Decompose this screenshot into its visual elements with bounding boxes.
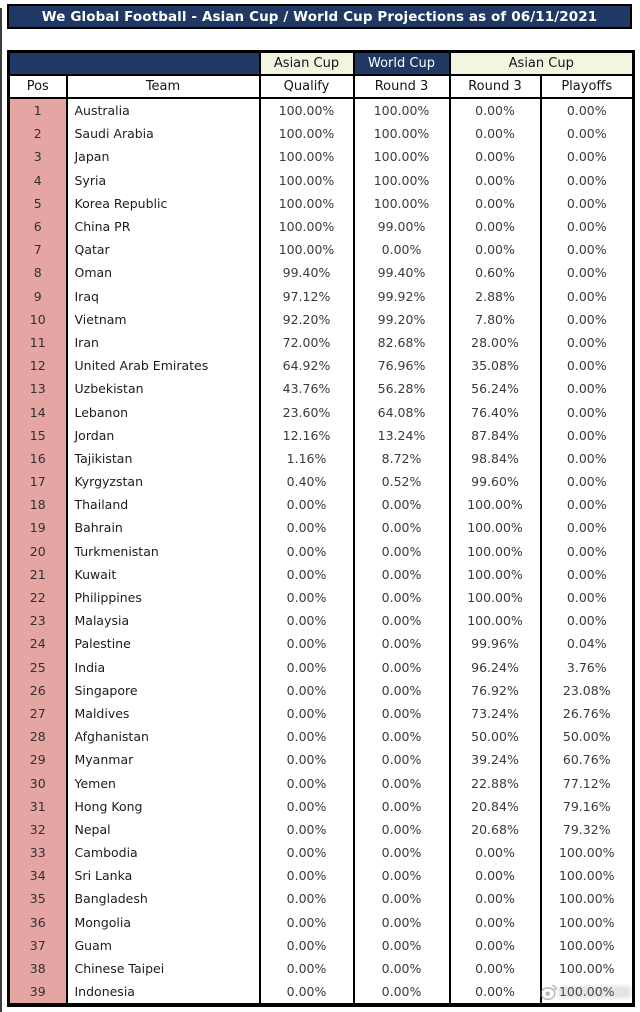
column-header-qualify: Qualify — [260, 75, 354, 98]
wc-round3-cell: 0.00% — [354, 957, 450, 980]
table-row — [9, 795, 634, 818]
qualify-cell: 0.00% — [260, 656, 354, 679]
ac-round3-cell: 0.00% — [450, 122, 541, 145]
table-row — [9, 632, 634, 655]
qualify-cell: 0.00% — [260, 702, 354, 725]
team-cell: Lebanon — [67, 400, 260, 423]
ac-round3-cell: 50.00% — [450, 725, 541, 748]
qualify-cell: 0.00% — [260, 586, 354, 609]
playoffs-cell: 0.00% — [541, 261, 634, 284]
team-cell: Guam — [67, 934, 260, 957]
table-row — [9, 771, 634, 794]
qualify-cell: 0.00% — [260, 748, 354, 771]
column-header-playoffs: Playoffs — [541, 75, 634, 98]
qualify-cell: 100.00% — [260, 98, 354, 122]
table-row — [9, 516, 634, 539]
qualify-cell: 0.00% — [260, 493, 354, 516]
team-cell: Qatar — [67, 238, 260, 261]
playoffs-cell: 0.00% — [541, 238, 634, 261]
qualify-cell: 0.00% — [260, 934, 354, 957]
team-cell: Afghanistan — [67, 725, 260, 748]
column-header-ac-round3: Round 3 — [450, 75, 541, 98]
pos-cell: 36 — [9, 911, 67, 934]
pos-cell: 23 — [9, 609, 67, 632]
ac-round3-cell: 0.00% — [450, 98, 541, 122]
wc-round3-cell: 0.00% — [354, 563, 450, 586]
team-cell: Kyrgyzstan — [67, 470, 260, 493]
pos-cell: 30 — [9, 771, 67, 794]
table-row — [9, 470, 634, 493]
table-row — [9, 563, 634, 586]
pos-cell: 20 — [9, 540, 67, 563]
ac-round3-cell: 0.00% — [450, 887, 541, 910]
pos-cell: 29 — [9, 748, 67, 771]
team-cell: Chinese Taipei — [67, 957, 260, 980]
qualify-cell: 100.00% — [260, 145, 354, 168]
playoffs-cell: 0.00% — [541, 169, 634, 192]
playoffs-cell: 79.32% — [541, 818, 634, 841]
qualify-cell: 97.12% — [260, 285, 354, 308]
qualify-cell: 100.00% — [260, 192, 354, 215]
pos-cell: 24 — [9, 632, 67, 655]
playoffs-cell: 0.04% — [541, 632, 634, 655]
team-cell: Japan — [67, 145, 260, 168]
qualify-cell: 0.00% — [260, 795, 354, 818]
wc-round3-cell: 99.20% — [354, 308, 450, 331]
table-row — [9, 377, 634, 400]
playoffs-cell: 100.00% — [541, 864, 634, 887]
team-cell: Iraq — [67, 285, 260, 308]
playoffs-cell: 0.00% — [541, 122, 634, 145]
wc-round3-cell: 0.00% — [354, 934, 450, 957]
ac-round3-cell: 56.24% — [450, 377, 541, 400]
playoffs-cell: 79.16% — [541, 795, 634, 818]
pos-cell: 6 — [9, 215, 67, 238]
ac-round3-cell: 0.00% — [450, 934, 541, 957]
table-row — [9, 192, 634, 215]
ac-round3-cell: 100.00% — [450, 516, 541, 539]
table-row — [9, 400, 634, 423]
qualify-cell: 0.00% — [260, 679, 354, 702]
qualify-cell: 0.00% — [260, 957, 354, 980]
playoffs-cell: 0.00% — [541, 516, 634, 539]
playoffs-cell: 26.76% — [541, 702, 634, 725]
pos-cell: 19 — [9, 516, 67, 539]
qualify-cell: 23.60% — [260, 400, 354, 423]
qualify-cell: 92.20% — [260, 308, 354, 331]
table-row — [9, 864, 634, 887]
qualify-cell: 100.00% — [260, 238, 354, 261]
wc-round3-cell: 0.00% — [354, 911, 450, 934]
playoffs-cell: 0.00% — [541, 493, 634, 516]
team-cell: Yemen — [67, 771, 260, 794]
column-header-row — [9, 75, 634, 98]
table-row — [9, 331, 634, 354]
qualify-cell: 0.00% — [260, 864, 354, 887]
team-cell: China PR — [67, 215, 260, 238]
wc-round3-cell: 0.00% — [354, 540, 450, 563]
playoffs-cell: 100.00% — [541, 841, 634, 864]
wc-round3-cell: 82.68% — [354, 331, 450, 354]
team-cell: India — [67, 656, 260, 679]
playoffs-cell: 100.00% — [541, 957, 634, 980]
team-cell: Sri Lanka — [67, 864, 260, 887]
ac-round3-cell: 28.00% — [450, 331, 541, 354]
pos-cell: 5 — [9, 192, 67, 215]
playoffs-cell: 100.00% — [541, 980, 634, 1005]
playoffs-cell: 0.00% — [541, 377, 634, 400]
ac-round3-cell: 98.84% — [450, 447, 541, 470]
wc-round3-cell: 8.72% — [354, 447, 450, 470]
wc-round3-cell: 0.00% — [354, 609, 450, 632]
wc-round3-cell: 0.00% — [354, 841, 450, 864]
wc-round3-cell: 0.00% — [354, 493, 450, 516]
qualify-cell: 43.76% — [260, 377, 354, 400]
team-cell: Bangladesh — [67, 887, 260, 910]
column-header-pos: Pos — [9, 75, 67, 98]
team-cell: Cambodia — [67, 841, 260, 864]
wc-round3-cell: 99.40% — [354, 261, 450, 284]
projections-table — [7, 50, 635, 1007]
table-row — [9, 354, 634, 377]
playoffs-cell: 0.00% — [541, 354, 634, 377]
table-row — [9, 957, 634, 980]
pos-cell: 9 — [9, 285, 67, 308]
table-row — [9, 169, 634, 192]
ac-round3-cell: 100.00% — [450, 493, 541, 516]
ac-round3-cell: 0.00% — [450, 215, 541, 238]
wc-round3-cell: 0.52% — [354, 470, 450, 493]
ac-round3-cell: 0.60% — [450, 261, 541, 284]
wc-round3-cell: 0.00% — [354, 656, 450, 679]
qualify-cell: 99.40% — [260, 261, 354, 284]
playoffs-cell: 0.00% — [541, 609, 634, 632]
pos-cell: 39 — [9, 980, 67, 1005]
playoffs-cell: 0.00% — [541, 424, 634, 447]
pos-cell: 15 — [9, 424, 67, 447]
wc-round3-cell: 0.00% — [354, 887, 450, 910]
qualify-cell: 0.00% — [260, 771, 354, 794]
pos-cell: 11 — [9, 331, 67, 354]
qualify-cell: 100.00% — [260, 215, 354, 238]
ac-round3-cell: 0.00% — [450, 841, 541, 864]
group-header-row — [9, 52, 634, 76]
qualify-cell: 64.92% — [260, 354, 354, 377]
team-cell: Bahrain — [67, 516, 260, 539]
wc-round3-cell: 100.00% — [354, 98, 450, 122]
group-header-world-cup: World Cup — [354, 52, 450, 76]
playoffs-cell: 60.76% — [541, 748, 634, 771]
table-row — [9, 702, 634, 725]
team-cell: Jordan — [67, 424, 260, 447]
pos-cell: 31 — [9, 795, 67, 818]
team-cell: Maldives — [67, 702, 260, 725]
ac-round3-cell: 39.24% — [450, 748, 541, 771]
pos-cell: 1 — [9, 98, 67, 122]
title-bar — [7, 4, 632, 29]
pos-cell: 18 — [9, 493, 67, 516]
team-cell: Australia — [67, 98, 260, 122]
table-row — [9, 586, 634, 609]
pos-cell: 33 — [9, 841, 67, 864]
wc-round3-cell: 0.00% — [354, 980, 450, 1005]
wc-round3-cell: 100.00% — [354, 169, 450, 192]
table-row — [9, 238, 634, 261]
team-cell: Uzbekistan — [67, 377, 260, 400]
team-cell: Singapore — [67, 679, 260, 702]
wc-round3-cell: 0.00% — [354, 725, 450, 748]
wc-round3-cell: 0.00% — [354, 632, 450, 655]
ac-round3-cell: 100.00% — [450, 563, 541, 586]
pos-cell: 25 — [9, 656, 67, 679]
pos-cell: 34 — [9, 864, 67, 887]
playoffs-cell: 0.00% — [541, 98, 634, 122]
table-row — [9, 609, 634, 632]
table-row — [9, 447, 634, 470]
ac-round3-cell: 35.08% — [450, 354, 541, 377]
playoffs-cell: 0.00% — [541, 400, 634, 423]
table-row — [9, 818, 634, 841]
qualify-cell: 0.00% — [260, 516, 354, 539]
playoffs-cell: 100.00% — [541, 911, 634, 934]
ac-round3-cell: 99.60% — [450, 470, 541, 493]
qualify-cell: 72.00% — [260, 331, 354, 354]
wc-round3-cell: 0.00% — [354, 516, 450, 539]
pos-cell: 2 — [9, 122, 67, 145]
qualify-cell: 100.00% — [260, 122, 354, 145]
team-cell: Kuwait — [67, 563, 260, 586]
ac-round3-cell: 76.92% — [450, 679, 541, 702]
pos-cell: 21 — [9, 563, 67, 586]
playoffs-cell: 50.00% — [541, 725, 634, 748]
table-row — [9, 748, 634, 771]
team-cell: United Arab Emirates — [67, 354, 260, 377]
pos-cell: 13 — [9, 377, 67, 400]
table-body — [9, 98, 634, 1005]
team-cell: Indonesia — [67, 980, 260, 1005]
pos-cell: 26 — [9, 679, 67, 702]
wc-round3-cell: 100.00% — [354, 122, 450, 145]
ac-round3-cell: 87.84% — [450, 424, 541, 447]
team-cell: Oman — [67, 261, 260, 284]
ac-round3-cell: 0.00% — [450, 864, 541, 887]
playoffs-cell: 0.00% — [541, 145, 634, 168]
qualify-cell: 0.00% — [260, 980, 354, 1005]
playoffs-cell: 0.00% — [541, 192, 634, 215]
table-row — [9, 725, 634, 748]
ac-round3-cell: 0.00% — [450, 980, 541, 1005]
team-cell: Palestine — [67, 632, 260, 655]
ac-round3-cell: 100.00% — [450, 609, 541, 632]
pos-cell: 10 — [9, 308, 67, 331]
team-cell: Korea Republic — [67, 192, 260, 215]
team-cell: Tajikistan — [67, 447, 260, 470]
playoffs-cell: 0.00% — [541, 285, 634, 308]
wc-round3-cell: 13.24% — [354, 424, 450, 447]
qualify-cell: 0.00% — [260, 841, 354, 864]
qualify-cell: 0.00% — [260, 887, 354, 910]
qualify-cell: 100.00% — [260, 169, 354, 192]
ac-round3-cell: 22.88% — [450, 771, 541, 794]
pos-cell: 38 — [9, 957, 67, 980]
wc-round3-cell: 0.00% — [354, 679, 450, 702]
ac-round3-cell: 0.00% — [450, 192, 541, 215]
wc-round3-cell: 0.00% — [354, 864, 450, 887]
pos-cell: 4 — [9, 169, 67, 192]
pos-cell: 37 — [9, 934, 67, 957]
group-header-asian-cup-qualify: Asian Cup — [260, 52, 354, 76]
qualify-cell: 0.00% — [260, 609, 354, 632]
pos-cell: 16 — [9, 447, 67, 470]
table-row — [9, 656, 634, 679]
table-row — [9, 145, 634, 168]
team-cell: Philippines — [67, 586, 260, 609]
table-row — [9, 308, 634, 331]
table-row — [9, 980, 634, 1005]
playoffs-cell: 0.00% — [541, 470, 634, 493]
wc-round3-cell: 56.28% — [354, 377, 450, 400]
ac-round3-cell: 99.96% — [450, 632, 541, 655]
ac-round3-cell: 0.00% — [450, 145, 541, 168]
playoffs-cell: 0.00% — [541, 331, 634, 354]
qualify-cell: 0.00% — [260, 540, 354, 563]
team-cell: Saudi Arabia — [67, 122, 260, 145]
wc-round3-cell: 0.00% — [354, 238, 450, 261]
team-cell: Hong Kong — [67, 795, 260, 818]
wc-round3-cell: 99.92% — [354, 285, 450, 308]
ac-round3-cell: 100.00% — [450, 540, 541, 563]
pos-cell: 12 — [9, 354, 67, 377]
ac-round3-cell: 0.00% — [450, 957, 541, 980]
qualify-cell: 0.00% — [260, 725, 354, 748]
qualify-cell: 0.00% — [260, 632, 354, 655]
team-cell: Turkmenistan — [67, 540, 260, 563]
playoffs-cell: 100.00% — [541, 934, 634, 957]
table-row — [9, 934, 634, 957]
playoffs-cell: 3.76% — [541, 656, 634, 679]
wc-round3-cell: 0.00% — [354, 795, 450, 818]
table-row — [9, 841, 634, 864]
table-row — [9, 98, 634, 122]
ac-round3-cell: 0.00% — [450, 169, 541, 192]
qualify-cell: 1.16% — [260, 447, 354, 470]
pos-cell: 22 — [9, 586, 67, 609]
wc-round3-cell: 0.00% — [354, 586, 450, 609]
ac-round3-cell: 20.84% — [450, 795, 541, 818]
ac-round3-cell: 76.40% — [450, 400, 541, 423]
team-cell: Malaysia — [67, 609, 260, 632]
table-row — [9, 215, 634, 238]
table-row — [9, 540, 634, 563]
column-header-team: Team — [67, 75, 260, 98]
table-row — [9, 887, 634, 910]
wc-round3-cell: 0.00% — [354, 748, 450, 771]
wc-round3-cell: 99.00% — [354, 215, 450, 238]
pos-cell: 14 — [9, 400, 67, 423]
pos-cell: 28 — [9, 725, 67, 748]
team-cell: Myanmar — [67, 748, 260, 771]
table-row — [9, 285, 634, 308]
playoffs-cell: 23.08% — [541, 679, 634, 702]
ac-round3-cell: 2.88% — [450, 285, 541, 308]
column-header-wc-round3: Round 3 — [354, 75, 450, 98]
playoffs-cell: 100.00% — [541, 887, 634, 910]
wc-round3-cell: 0.00% — [354, 818, 450, 841]
wc-round3-cell: 0.00% — [354, 702, 450, 725]
team-cell: Vietnam — [67, 308, 260, 331]
ac-round3-cell: 100.00% — [450, 586, 541, 609]
pos-cell: 32 — [9, 818, 67, 841]
table-row — [9, 261, 634, 284]
wc-round3-cell: 100.00% — [354, 145, 450, 168]
qualify-cell: 0.00% — [260, 563, 354, 586]
playoffs-cell: 0.00% — [541, 563, 634, 586]
table-row — [9, 122, 634, 145]
playoffs-cell: 0.00% — [541, 540, 634, 563]
playoffs-cell: 0.00% — [541, 447, 634, 470]
playoffs-cell: 77.12% — [541, 771, 634, 794]
team-cell: Thailand — [67, 493, 260, 516]
wc-round3-cell: 64.08% — [354, 400, 450, 423]
table-row — [9, 493, 634, 516]
qualify-cell: 12.16% — [260, 424, 354, 447]
qualify-cell: 0.00% — [260, 911, 354, 934]
ac-round3-cell: 0.00% — [450, 238, 541, 261]
pos-cell: 27 — [9, 702, 67, 725]
qualify-cell: 0.00% — [260, 818, 354, 841]
playoffs-cell: 0.00% — [541, 308, 634, 331]
wc-round3-cell: 0.00% — [354, 771, 450, 794]
table-row — [9, 424, 634, 447]
pos-cell: 35 — [9, 887, 67, 910]
team-cell: Nepal — [67, 818, 260, 841]
left-edge-line — [0, 8, 2, 1012]
ac-round3-cell: 20.68% — [450, 818, 541, 841]
ac-round3-cell: 96.24% — [450, 656, 541, 679]
ac-round3-cell: 73.24% — [450, 702, 541, 725]
pos-cell: 8 — [9, 261, 67, 284]
team-cell: Mongolia — [67, 911, 260, 934]
wc-round3-cell: 76.96% — [354, 354, 450, 377]
team-cell: Syria — [67, 169, 260, 192]
playoffs-cell: 0.00% — [541, 215, 634, 238]
ac-round3-cell: 0.00% — [450, 911, 541, 934]
page-title: We Global Football - Asian Cup / World Cup Projections as of 06/11/2021 — [41, 8, 598, 25]
playoffs-cell: 0.00% — [541, 586, 634, 609]
group-header-blank — [9, 52, 260, 76]
group-header-asian-cup-final: Asian Cup — [450, 52, 634, 76]
pos-cell: 3 — [9, 145, 67, 168]
qualify-cell: 0.40% — [260, 470, 354, 493]
pos-cell: 17 — [9, 470, 67, 493]
table-row — [9, 679, 634, 702]
pos-cell: 7 — [9, 238, 67, 261]
team-cell: Iran — [67, 331, 260, 354]
ac-round3-cell: 7.80% — [450, 308, 541, 331]
wc-round3-cell: 100.00% — [354, 192, 450, 215]
table-row — [9, 911, 634, 934]
